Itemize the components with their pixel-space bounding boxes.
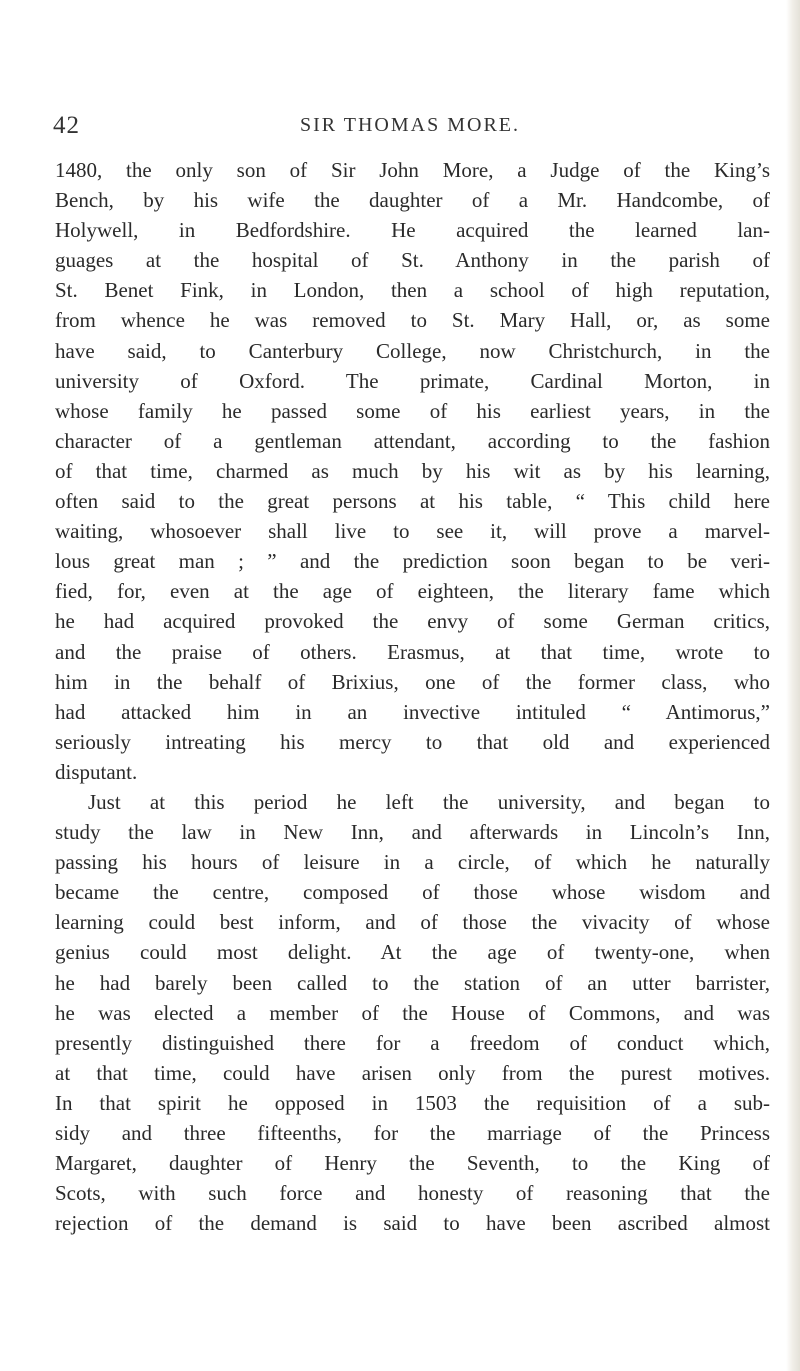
text-line: rejection of the demand is said to have been ascribed almost xyxy=(55,1211,770,1236)
text-line: he had barely been called to the station of an utter barrister, xyxy=(55,970,770,995)
text-line: Bench, by his wife the daughter of a Mr. Handcombe, of xyxy=(55,188,770,213)
text-line: he was elected a member of the House of Commons, and was xyxy=(55,1000,770,1025)
page-edge xyxy=(786,0,800,1371)
text-line: Holywell, in Bedfordshire. He acquired the learned lan- xyxy=(55,218,770,243)
paragraph xyxy=(55,155,770,787)
text-line: at that time, could have arisen only from the purest motives. xyxy=(55,1060,770,1085)
text-line: character of a gentleman attendant, according to the fashion xyxy=(55,428,770,453)
text-line: Scots, with such force and honesty of reasoning that the xyxy=(55,1181,770,1206)
text-line: disputant. xyxy=(55,759,138,784)
page-number: 42 xyxy=(53,112,80,139)
body-text xyxy=(55,155,770,1238)
text-line: often said to the great persons at his table, “ This child here xyxy=(55,489,770,514)
page-header xyxy=(0,112,800,144)
running-head: SIR THOMAS MORE. xyxy=(300,114,520,136)
text-line: study the law in New Inn, and afterwards in Lincoln’s Inn, xyxy=(55,820,770,845)
text-line: presently distinguished there for a freedom of conduct which, xyxy=(55,1030,770,1055)
text-line: learning could best inform, and of those the vivacity of whose xyxy=(55,910,770,935)
text-line: and the praise of others. Erasmus, at that time, wrote to xyxy=(55,639,770,664)
text-line: he had acquired provoked the envy of some German critics, xyxy=(55,609,770,634)
text-line: have said, to Canterbury College, now Christchurch, in the xyxy=(55,338,770,363)
text-line: lous great man ; ” and the prediction soon began to be veri- xyxy=(55,549,770,574)
text-line: sidy and three fifteenths, for the marriage of the Princess xyxy=(55,1121,770,1145)
text-line: 1480, the only son of Sir John More, a Judge of the King’s xyxy=(55,158,770,182)
text-line: passing his hours of leisure in a circle, of which he naturally xyxy=(55,850,770,875)
text-line: In that spirit he opposed in 1503 the requisition of a sub- xyxy=(55,1090,770,1115)
text-line: him in the behalf of Brixius, one of the former class, who xyxy=(55,669,770,694)
text-line: seriously intreating his mercy to that old and experienced xyxy=(55,729,770,754)
text-line: genius could most delight. At the age of twenty-one, when xyxy=(55,940,770,965)
text-line: Margaret, daughter of Henry the Seventh, to the King of xyxy=(55,1151,770,1176)
text-line: St. Benet Fink, in London, then a school of high reputation, xyxy=(55,278,770,303)
text-line: became the centre, composed of those whose wisdom and xyxy=(55,880,770,905)
paragraph xyxy=(55,787,770,1238)
text-line: fied, for, even at the age of eighteen, the literary fame which xyxy=(55,579,770,604)
text-line: Just at this period he left the university, and began to xyxy=(88,789,770,814)
text-line: whose family he passed some of his earliest years, in the xyxy=(55,398,770,423)
text-line: had attacked him in an invective intituled “ Antimorus,” xyxy=(55,699,770,724)
text-line: from whence he was removed to St. Mary Hall, or, as some xyxy=(55,308,770,333)
text-line: waiting, whosoever shall live to see it, will prove a marvel- xyxy=(55,519,770,544)
text-line: university of Oxford. The primate, Cardinal Morton, in xyxy=(55,368,770,393)
text-line: guages at the hospital of St. Anthony in the parish of xyxy=(55,248,770,273)
text-line: of that time, charmed as much by his wit as by his learning, xyxy=(55,458,770,483)
